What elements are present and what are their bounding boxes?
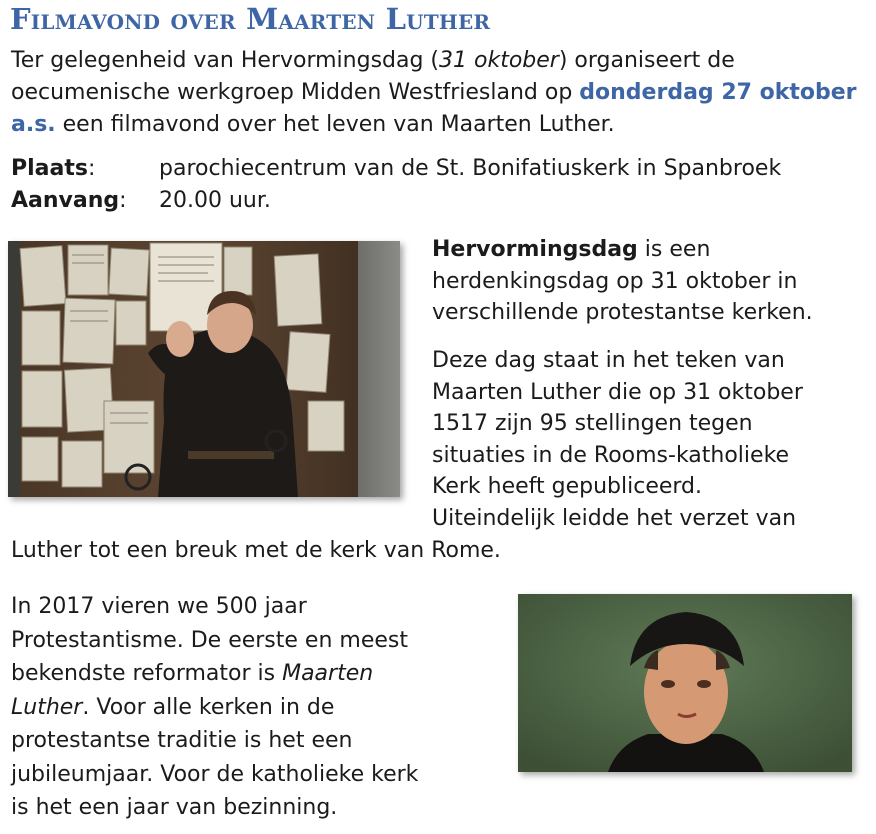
event-info [11, 153, 781, 217]
luther-name: Luther [11, 694, 83, 720]
start-label: Aanvang [11, 188, 120, 213]
paragraph-hervormingsdag [432, 234, 862, 329]
page-title: Filmavond over Maarten Luther [10, 2, 491, 36]
text-line: Protestantisme. De eerste en meest [11, 627, 408, 653]
event-date-highlight: donderdag 27 oktober a.s. [11, 80, 857, 137]
hervormingsdag-term: Hervormingsdag [432, 237, 638, 262]
text-line: Deze dag staat in het teken van [432, 348, 785, 373]
text-line: 1517 zijn 95 stellingen tegen [432, 411, 753, 436]
text-line: bekendste reformator is Maarten [11, 661, 374, 686]
intro-text: ) organiseert de oecumenische werkgroep Midden Westfriesland op [11, 48, 735, 105]
text-line: situaties in de Rooms-katholieke [432, 442, 790, 468]
intro-text: Ter gelegenheid van Hervormingsdag ( [11, 48, 440, 73]
place-row: Plaats: parochiecentrum van de St. Bonifatiuskerk in Spanbroek [11, 153, 781, 185]
start-value: 20.00 uur. [159, 188, 271, 213]
text-line: Kerk heeft gepubliceerd. [432, 474, 703, 499]
start-row: Aanvang: 20.00 uur. [11, 185, 781, 217]
luther-name: Maarten [282, 661, 374, 686]
intro-paragraph [11, 45, 871, 141]
paragraph-text: is een herdenkingsdag op 31 oktober in verschillende protestantse kerken. [432, 237, 813, 325]
luther-theses-photo [8, 241, 400, 497]
place-value: parochiecentrum van de St. Bonifatiuskerk in Spanbroek [159, 156, 782, 181]
luther-portrait [518, 594, 852, 772]
text-line: protestantse traditie is het een [11, 728, 353, 753]
text-line: is het een jaar van bezinning. [11, 795, 338, 820]
text-line: Uiteindelijk leidde het verzet van [432, 505, 797, 531]
paragraph-2017 [11, 590, 491, 825]
place-label: Plaats [11, 156, 88, 181]
text-line: In 2017 vieren we 500 jaar [11, 594, 307, 619]
intro-date: 31 oktober [439, 48, 559, 73]
paragraph-luther-tail: Luther tot een breuk met de kerk van Rome. [11, 538, 501, 563]
text-line: jubileumjaar. Voor de katholieke kerk [11, 761, 419, 787]
paragraph-luther [432, 345, 862, 534]
text-line: Luther. Voor alle kerken in de [11, 694, 335, 720]
text-line: Maarten Luther die op 31 oktober [432, 379, 803, 405]
intro-text: een filmavond over het leven van Maarten Luther. [55, 112, 615, 137]
